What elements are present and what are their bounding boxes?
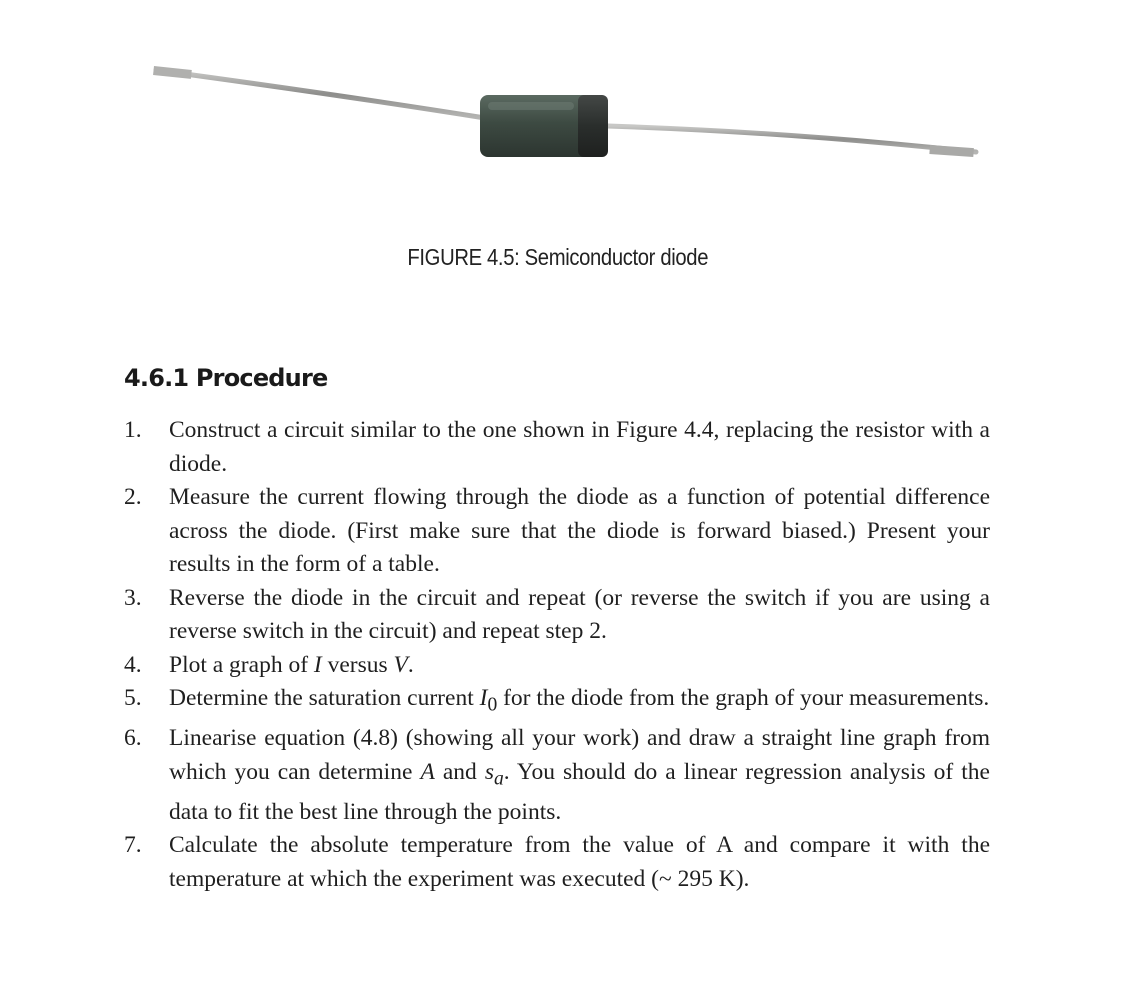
section-heading: 4.6.1 Procedure [124, 364, 328, 392]
variable-current: I [313, 651, 322, 678]
diode-photo [140, 40, 990, 190]
procedure-step [124, 649, 990, 683]
procedure-step [124, 722, 990, 829]
variable-voltage: V [393, 651, 408, 678]
subscript: a [493, 768, 504, 790]
procedure-list [124, 414, 990, 896]
step-text-pre: Determine the saturation current [169, 685, 480, 711]
variable-a: A [420, 758, 435, 785]
step-text-pre: Plot a graph of [169, 651, 314, 678]
step-text-mid: versus [321, 651, 394, 678]
step-number: 3. [124, 584, 142, 611]
left-lead [156, 70, 485, 118]
cathode-band [578, 95, 608, 157]
right-lead-tip [929, 145, 974, 157]
step-text-post: . [407, 651, 414, 678]
step-number: 6. [124, 725, 142, 752]
step-text-post: . You should do a linear regression analysis of the data to fit the best line through the points. [169, 758, 990, 825]
step-text: Reverse the diode in the circuit and repeat (or reverse the switch if you are using a reverse switch in the circuit) and repeat step 2. [169, 584, 990, 644]
step-number: 7. [124, 832, 142, 859]
step-text-mid: and [434, 758, 485, 785]
right-lead [608, 126, 976, 152]
step-text: Measure the current flowing through the diode as a function of potential difference across the diode. (First make sure that the diode is forward biased.) Present your results in the form of a table. [169, 484, 990, 577]
figure-caption: FIGURE 4.5: Semiconductor diode [407, 244, 709, 270]
step-text-pre: Linearise equation (4.8) (showing all your work) and draw a straight line graph from which you can determine [169, 725, 990, 785]
procedure-step [124, 582, 990, 649]
step-text: Calculate the absolute temperature from the value of A and compare it with the temperature at which the experiment was executed (~ 295 K). [169, 832, 990, 892]
step-number: 2. [124, 484, 142, 510]
step-number: 5. [124, 685, 142, 711]
step-text: Construct a circuit similar to the one shown in Figure 4.4, replacing the resistor with a diode. [169, 417, 990, 477]
procedure-step [124, 414, 990, 481]
subscript: 0 [487, 694, 498, 716]
step-number: 4. [124, 651, 142, 678]
step-text-post: for the diode from the graph of your measurements. [497, 685, 990, 711]
step-number: 1. [124, 417, 142, 443]
procedure-step [124, 481, 990, 582]
procedure-step [124, 829, 990, 896]
procedure-step [124, 682, 990, 722]
variable-s: s [484, 758, 494, 785]
variable-saturation-current: I [479, 685, 488, 711]
left-lead-tip [153, 66, 192, 79]
